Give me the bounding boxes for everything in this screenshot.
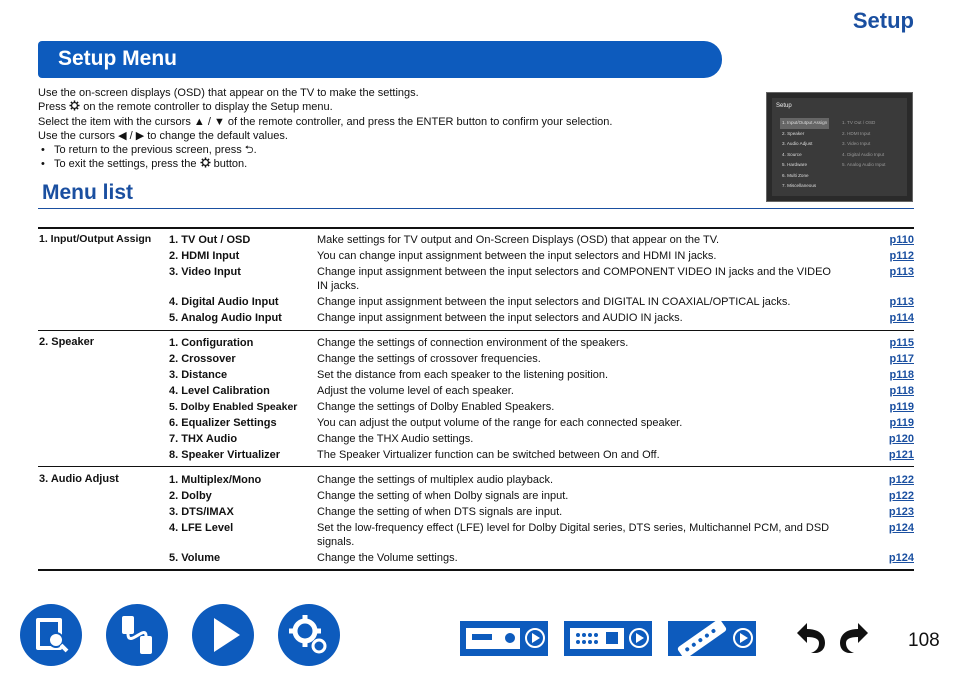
page-link[interactable]: p112: [889, 250, 914, 262]
row-item: 7. THX Audio: [169, 433, 238, 445]
row-desc: Change input assignment between the input selectors and DIGITAL IN COAXIAL/OPTICAL jacks.: [317, 296, 791, 308]
intro-bullet: • To exit the settings, press the button.: [38, 157, 738, 171]
row-desc: Change the settings of connection environment of the speakers.: [317, 337, 629, 349]
page-link[interactable]: p122: [888, 474, 914, 486]
osd-left-item: 3. Audio Adjust: [782, 141, 813, 146]
osd-right-item: 3. Video Input: [842, 141, 871, 146]
osd-right-item: 4. Digital Audio Input: [842, 151, 885, 157]
intro-line: Use the cursors ◀ / ▶ to change the default values.: [38, 129, 288, 142]
osd-right-item: 2. HDMI Input: [842, 130, 871, 136]
remote-controller-button[interactable]: [668, 621, 756, 656]
table-top-rule: [38, 227, 914, 229]
row-desc: Change the THX Audio settings.: [317, 433, 474, 445]
row-desc: You can adjust the output volume of the range for each connected speaker.: [317, 417, 683, 429]
page-link[interactable]: p114: [889, 312, 914, 324]
row-desc: Change the settings of crossover frequencies.: [317, 353, 541, 365]
front-panel-button[interactable]: [460, 621, 548, 656]
row-item: 3. Video Input: [169, 266, 241, 278]
setup-gear-icon: [200, 157, 211, 168]
page-link[interactable]: p118: [889, 385, 914, 397]
intro-line: Use the on-screen displays (OSD) that appear on the TV to make the settings.: [38, 87, 419, 99]
page-title: Setup Menu: [58, 47, 177, 70]
intro-bullet: • To return to the previous screen, press ⮌.: [38, 143, 738, 157]
back-arrow-icon[interactable]: [787, 619, 827, 655]
connection-cable-icon[interactable]: [106, 604, 168, 666]
page-link[interactable]: p124: [888, 522, 914, 534]
menu-list-heading: Menu list: [42, 181, 134, 204]
row-item: 2. Crossover: [169, 353, 236, 365]
row-item: 6. Equalizer Settings: [169, 417, 277, 429]
osd-left-item: 2. Speaker: [782, 130, 805, 136]
page-link[interactable]: p122: [888, 490, 914, 502]
row-desc: Set the distance from each speaker to the listening position.: [317, 369, 609, 381]
osd-panel: [772, 98, 907, 196]
osd-right-menu: [842, 118, 885, 171]
page-link[interactable]: p119: [889, 417, 914, 429]
row-item: 8. Speaker Virtualizer: [169, 449, 281, 461]
section-label: Setup: [852, 8, 914, 33]
row-desc: Change the settings of multiplex audio playback.: [317, 474, 554, 486]
title-banner: [38, 41, 722, 78]
row-desc: Change input assignment between the input selectors and COMPONENT VIDEO IN jacks and the VIDEO IN jacks.: [317, 266, 831, 292]
page-link[interactable]: p117: [889, 353, 914, 365]
row-desc: Adjust the volume level of each speaker.: [317, 385, 514, 397]
category-name: 2. Speaker: [39, 336, 95, 348]
page-link[interactable]: p119: [889, 401, 914, 413]
osd-left-item: 4. Source: [782, 151, 802, 157]
category-divider: [38, 330, 914, 331]
row-desc: Change the setting of when DTS signals are input.: [317, 506, 563, 518]
row-item: 1. Configuration: [169, 337, 254, 349]
osd-left-item: 6. Multi Zone: [782, 172, 809, 178]
page-link[interactable]: p113: [889, 296, 914, 308]
row-desc: Change the setting of when Dolby signals are input.: [317, 490, 569, 502]
row-item: 4. LFE Level: [169, 522, 234, 534]
row-item: 5. Analog Audio Input: [169, 312, 282, 324]
intro-line: Press on the remote controller to display the Setup menu.: [38, 101, 333, 114]
row-item: 1. TV Out / OSD: [169, 234, 251, 246]
category-divider: [38, 466, 914, 467]
playback-icon[interactable]: [192, 604, 254, 666]
heading-divider: [38, 208, 914, 209]
page-link[interactable]: p115: [889, 337, 914, 349]
osd-title: Setup: [776, 103, 792, 109]
row-item: 5. Dolby Enabled Speaker: [169, 401, 298, 413]
page-link[interactable]: p121: [888, 449, 914, 461]
row-desc: Change the settings of Dolby Enabled Speakers.: [317, 401, 555, 413]
osd-screenshot: [766, 92, 913, 202]
osd-left-menu: [782, 118, 829, 192]
forward-arrow-icon[interactable]: [838, 619, 878, 655]
row-item: 4. Digital Audio Input: [169, 296, 279, 308]
page-link[interactable]: p123: [888, 506, 914, 518]
category-name: 1. Input/Output Assign: [39, 233, 152, 245]
page-link[interactable]: p113: [889, 266, 914, 278]
osd-left-item: 5. Hardware: [782, 162, 808, 167]
setup-gear-icon: [69, 100, 80, 111]
row-item: 2. HDMI Input: [169, 250, 240, 262]
page-link[interactable]: p120: [888, 433, 914, 445]
category-name: 3. Audio Adjust: [39, 473, 119, 485]
page-number: 108: [908, 630, 940, 651]
setup-gear-icon[interactable]: [278, 604, 340, 666]
osd-right-item: 5. Analog Audio Input: [842, 162, 886, 167]
page-link[interactable]: p110: [889, 234, 914, 246]
osd-left-item: 1. Input/Output Assign: [780, 118, 829, 129]
row-item: 1. Multiplex/Mono: [169, 474, 262, 486]
contents-book-icon[interactable]: [20, 604, 82, 666]
page-link[interactable]: p124: [888, 552, 914, 564]
row-desc: Change input assignment between the input selectors and AUDIO IN jacks.: [317, 312, 683, 324]
row-item: 4. Level Calibration: [169, 385, 270, 397]
row-desc: Make settings for TV output and On-Screen Displays (OSD) that appear on the TV.: [317, 234, 720, 246]
row-desc: You can change input assignment between the input selectors and HDMI IN jacks.: [317, 250, 717, 262]
intro-line: Select the item with the cursors ▲ / ▼ of the remote controller, and press the ENTER button to confirm your selection.: [38, 115, 613, 128]
row-desc: Change the Volume settings.: [317, 552, 458, 564]
table-bottom-rule: [38, 569, 914, 571]
row-item: 2. Dolby: [169, 490, 212, 502]
osd-left-item: 7. Miscellaneous: [782, 183, 817, 188]
row-item: 3. Distance: [169, 369, 228, 381]
row-desc: The Speaker Virtualizer function can be switched between On and Off.: [317, 449, 660, 461]
rear-panel-button[interactable]: [564, 621, 652, 656]
row-item: 5. Volume: [169, 552, 221, 564]
row-desc: Set the low-frequency effect (LFE) level for Dolby Digital series, DTS series, Multichannel PCM, and DSD signals.: [317, 522, 830, 548]
intro-text: [38, 86, 738, 172]
page-link[interactable]: p118: [889, 369, 914, 381]
osd-right-item: 1. TV Out / OSD: [842, 120, 876, 125]
row-item: 3. DTS/IMAX: [169, 506, 234, 518]
